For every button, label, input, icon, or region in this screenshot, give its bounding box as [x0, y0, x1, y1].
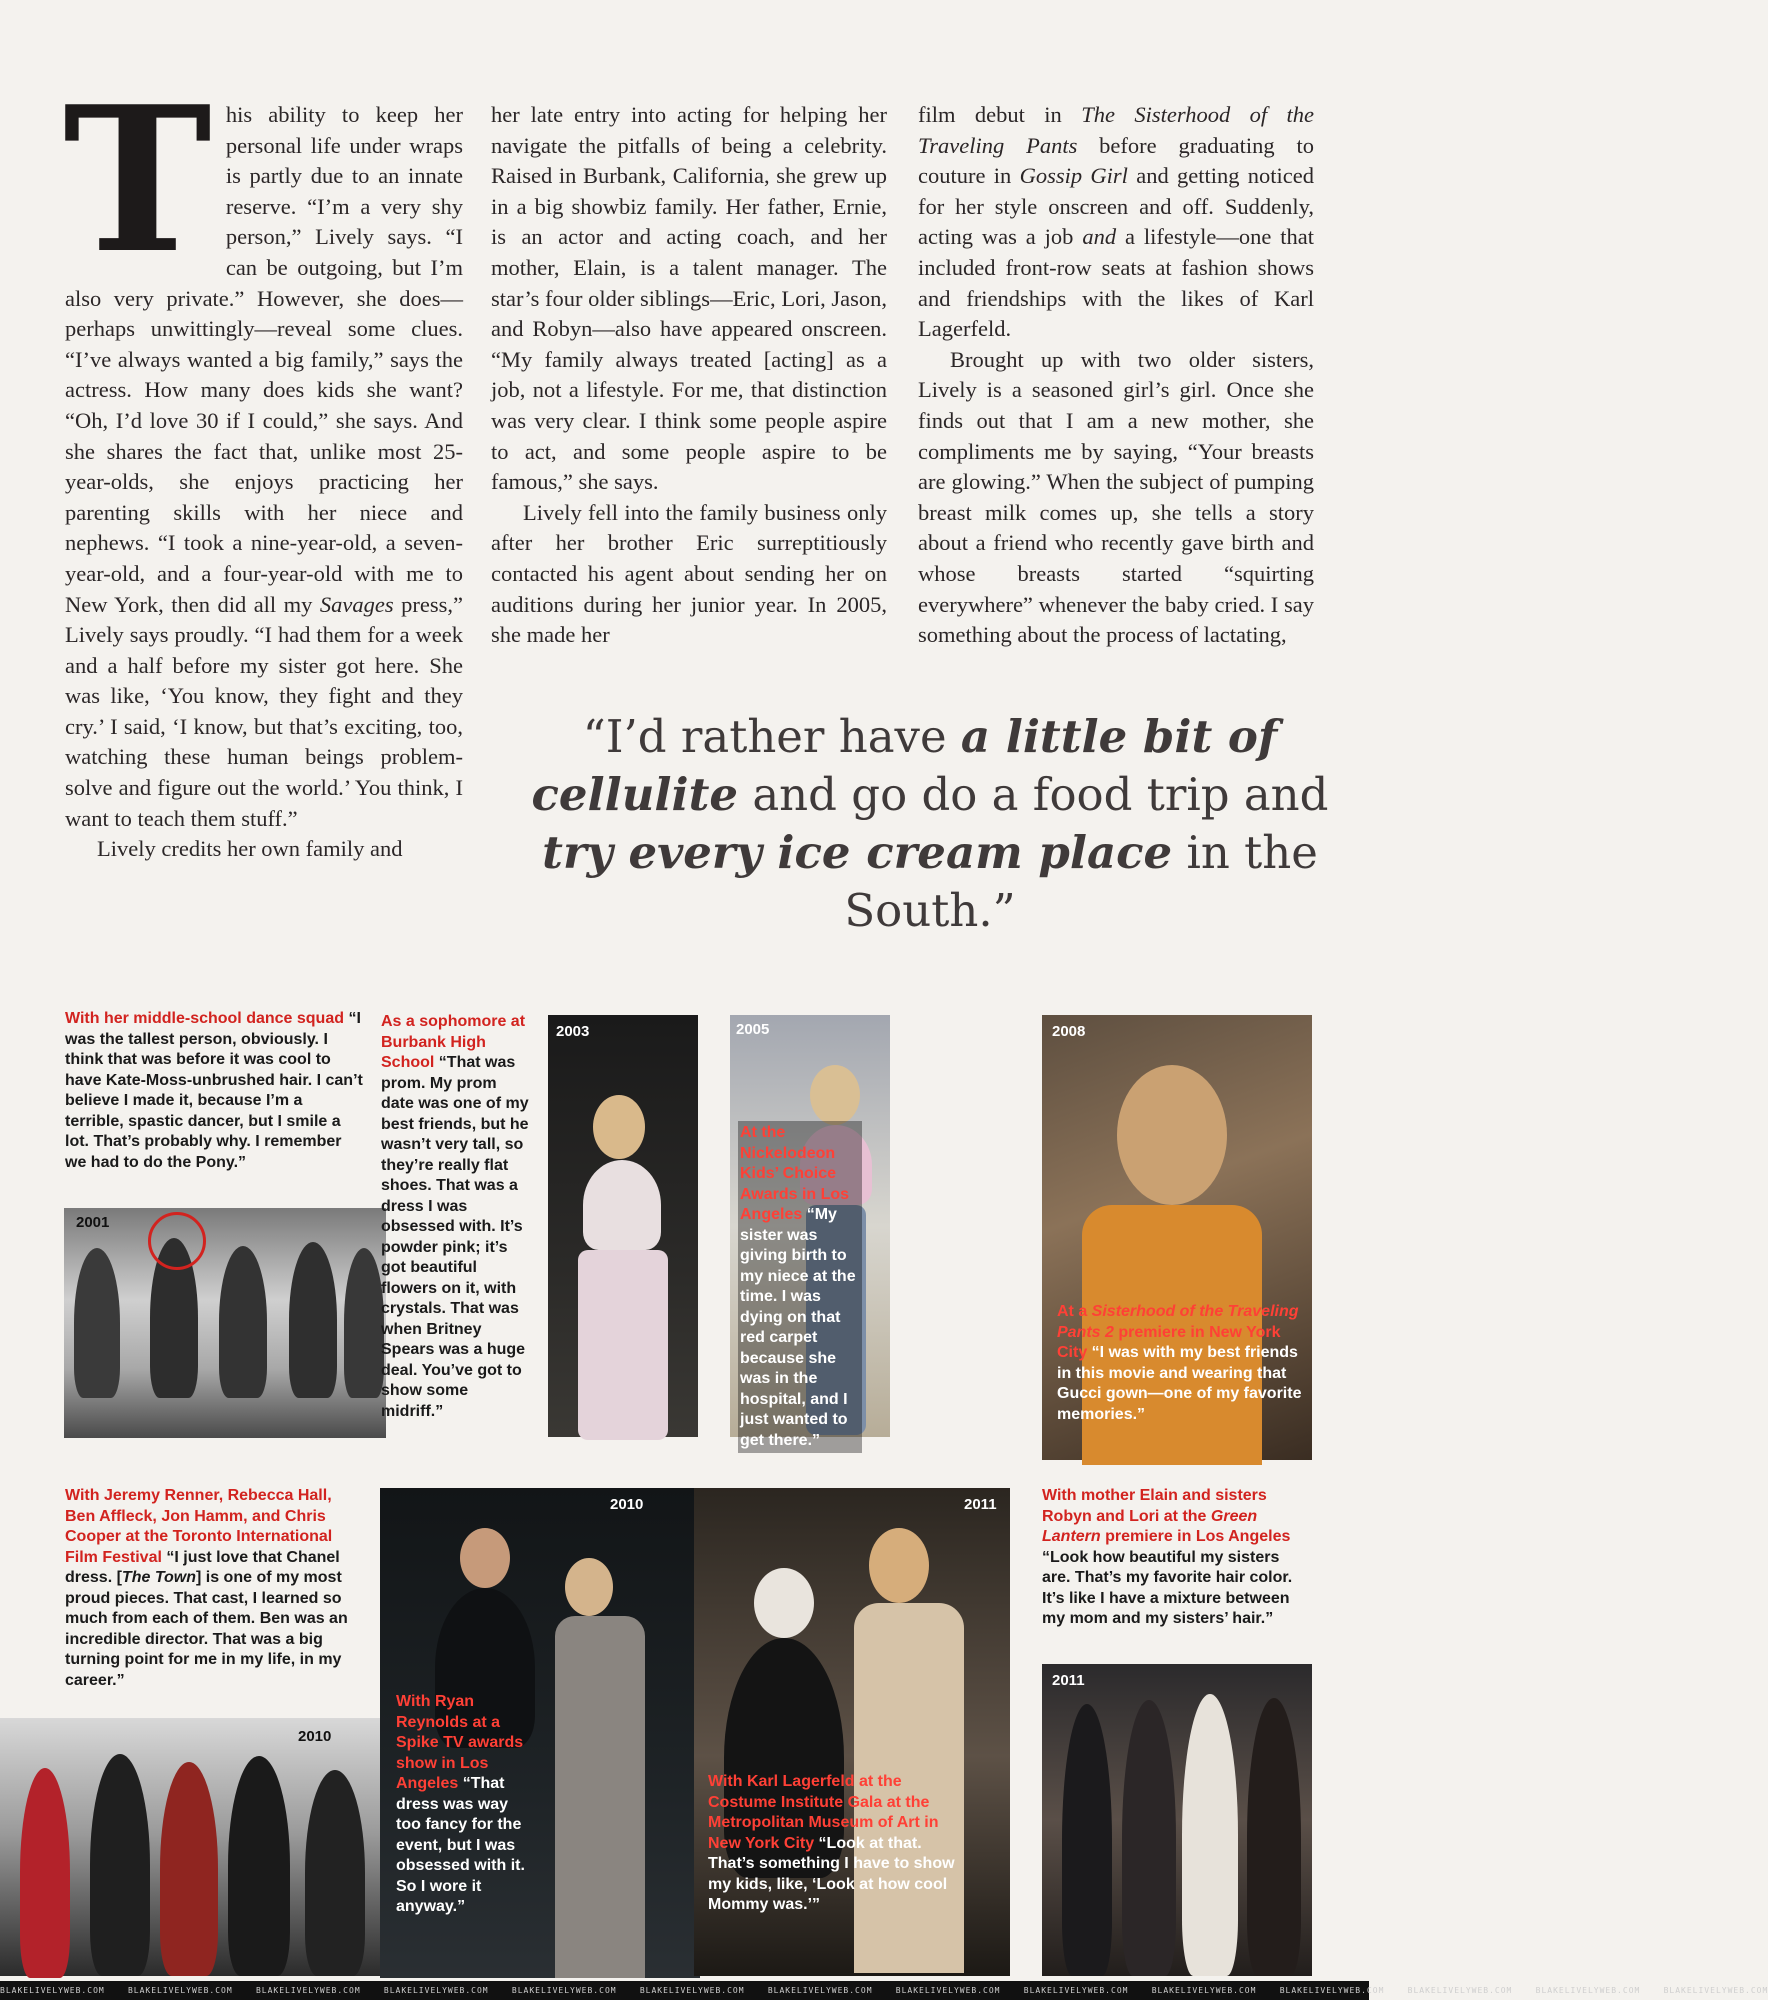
- article-paragraph: Lively fell into the family business only after her brother Eric surreptitiously contacted his agent about sending her on auditions during her junior year. In 2005, she made her: [491, 499, 887, 648]
- article-column-3: [918, 100, 1314, 651]
- highlight-circle: [148, 1212, 206, 1270]
- watermark-text: BLAKELIVELYWEB.COM: [255, 1986, 361, 1995]
- caption-heading: At the Nickelodeon Kids’ Choice Awards in Los Angeles: [740, 1124, 850, 1223]
- year-label: 2010: [610, 1496, 644, 1513]
- person-figure: [90, 1754, 150, 1976]
- person-figure: [1122, 1700, 1176, 1976]
- watermark-strip: [0, 1981, 1768, 2000]
- caption-heading: With her middle-school dance squad: [65, 1010, 344, 1027]
- pull-quote-emphasis: try every ice cream place: [542, 826, 1173, 879]
- dancer-figure: [219, 1246, 267, 1398]
- caption-heading: At a: [1057, 1303, 1092, 1320]
- article-paragraph: Brought up with two older sisters, Lively is a seasoned girl’s girl. Once she finds out that I am a new mother, she compliments me by saying, “Your breasts are glowing.” When the subject of pumping breast milk comes up, she tells a story about a friend who recently gave birth and whose breasts started “squirting everywhere” whenever the baby cried. I say something about the process of lactating,: [918, 346, 1314, 648]
- watermark-text: BLAKELIVELYWEB.COM: [767, 1986, 873, 1995]
- pull-quote-text: and go do a food trip and: [738, 768, 1329, 821]
- caption-2003: [381, 1012, 531, 1422]
- article-text: press,” Lively says proudly. “I had them for a week and a half before my sister got here. She was like, ‘You know, they fight and they cry.’ I said, ‘I know, but that’s exciting, too, watching these human beings problem-solve and figure out the world.’ You think, I want to teach them stuff.”: [65, 591, 463, 831]
- pull-quote: [530, 708, 1330, 940]
- caption-2008: [1057, 1302, 1307, 1425]
- person-head: [869, 1528, 929, 1603]
- photo-2001-dance-squad: [64, 1208, 386, 1438]
- person-figure: [160, 1762, 218, 1976]
- caption-quote: “I just love that Chanel dress. [: [65, 1548, 340, 1586]
- year-label: 2005: [736, 1021, 770, 1038]
- caption-quote: ] is one of my most proud pieces. That cast, I learned so much from each of them. Ben was an incredible director. That was a big turning point for me in my life, in my career.”: [65, 1569, 348, 1689]
- article-paragraph: Lively credits her own family and: [97, 836, 403, 862]
- article-paragraph: [918, 100, 1314, 345]
- year-label: 2008: [1052, 1023, 1086, 1040]
- caption-quote: “That dress was way too fancy for the event, but I was obsessed with it. So I wore it anyway.”: [396, 1775, 525, 1915]
- caption-heading: With Jeremy Renner, Rebecca Hall, Ben Affleck, Jon Hamm, and Chris Cooper at the Toronto International Film Festival: [65, 1487, 333, 1566]
- watermark-text: BLAKELIVELYWEB.COM: [639, 1986, 745, 1995]
- caption-2001: [65, 1009, 365, 1173]
- person-gown: [555, 1616, 645, 1978]
- article-italic: The Sisterhood of the Traveling Pants: [918, 102, 1314, 158]
- article-text: a lifestyle—one that included front-row seats at fashion shows and friendships with the likes of Karl Lagerfeld.: [918, 224, 1314, 342]
- caption-quote: “I was the tallest person, obviously. I think that was before it was cool to have Kate-Moss-unbrushed hair. I can’t believe I made it, because I’m a terrible, spastic dancer, but I smile a lot. That’s probably why. I remember we had to do the Pony.”: [65, 1010, 363, 1171]
- caption-2010-spike: [396, 1692, 536, 1918]
- person-head: [460, 1528, 510, 1588]
- watermark-text: BLAKELIVELYWEB.COM: [0, 1986, 105, 1995]
- watermark-text: BLAKELIVELYWEB.COM: [1279, 1986, 1385, 1995]
- article-text: and getting noticed for her style onscreen and off. Suddenly, acting was a job: [918, 163, 1315, 250]
- caption-2011-green-lantern: [1042, 1486, 1312, 1630]
- person-head: [754, 1568, 814, 1638]
- caption-heading: With Karl Lagerfeld at the Costume Institute Gala at the Metropolitan Museum of Art in New York City: [708, 1773, 939, 1852]
- year-label: 2001: [76, 1214, 110, 1231]
- article-text: his ability to keep her personal life under wraps is partly due to an innate reserve. “I’m a very shy person,” Lively says. “I can be outgoing, but I’m also very private.” However, she does—perhaps unwittingly—reveal some clues. “I’ve always wanted a big family,” says the actress. How many does kids she want? “Oh, I’d love 30 if I could,” she says. And she shares the fact that, unlike most 25-year-olds, she enjoys practicing her parenting skills with her niece and nephews. “I took a nine-year-old, a seven-year-old, and a four-year-old with me to New York, then did all my: [65, 102, 463, 617]
- caption-heading: As a sophomore at Burbank High School: [381, 1013, 526, 1071]
- person-figure: [228, 1756, 290, 1976]
- article-italic: and: [1082, 224, 1117, 250]
- pull-quote-emphasis: a little bit of cellulite: [531, 710, 1278, 821]
- person-head: [810, 1065, 860, 1125]
- watermark-text: BLAKELIVELYWEB.COM: [1407, 1986, 1513, 1995]
- person-head: [593, 1095, 645, 1159]
- watermark-text: BLAKELIVELYWEB.COM: [511, 1986, 617, 1995]
- article-column-1: [63, 63, 463, 865]
- person-figure: [1182, 1694, 1238, 1976]
- article-text: before graduating to couture in: [918, 132, 1314, 189]
- caption-quote: “That was prom. My prom date was one of my best friends, but he wasn’t very tall, so they’re really flat shoes. That was a dress I was obsessed with. It’s powder pink; it’s got beautiful flowers on it, with crystals. That was when Britney Spears was a huge deal. You’ve got to show some midriff.”: [381, 1054, 529, 1420]
- person-figure: [20, 1768, 70, 1978]
- drop-cap: T: [63, 63, 212, 298]
- person-head: [1117, 1065, 1227, 1205]
- person-head: [565, 1558, 613, 1616]
- year-label: 2003: [556, 1023, 590, 1040]
- person-top: [583, 1160, 661, 1250]
- dancer-figure: [289, 1242, 337, 1398]
- watermark-text: BLAKELIVELYWEB.COM: [1151, 1986, 1257, 1995]
- caption-2010-tiff: [65, 1486, 365, 1691]
- pull-quote-text: “I’d rather have: [582, 710, 961, 763]
- caption-quote: “My sister was giving birth to my niece at the time. I was dying on that red carpet because she was in the hospital, and I just wanted to get there.”: [740, 1206, 856, 1449]
- year-label: 2010: [298, 1728, 332, 1745]
- watermark-text: BLAKELIVELYWEB.COM: [1663, 1986, 1768, 1995]
- article-paragraph: [63, 63, 463, 834]
- caption-2011-met: [708, 1772, 970, 1916]
- caption-quote: “Look how beautiful my sisters are. That’s my favorite hair color. It’s like I have a mixture between my mom and my sisters’ hair.”: [1042, 1548, 1293, 1627]
- pull-quote-text: in the South.”: [844, 826, 1318, 937]
- caption-heading: premiere in Los Angeles: [1100, 1528, 1291, 1545]
- person-skirt: [578, 1250, 668, 1440]
- year-label: 2011: [964, 1496, 997, 1513]
- dancer-figure: [344, 1248, 384, 1398]
- watermark-text: BLAKELIVELYWEB.COM: [1535, 1986, 1641, 1995]
- person-figure: [1062, 1704, 1112, 1976]
- caption-heading-italic: Sisterhood of the Traveling Pants 2: [1057, 1303, 1299, 1341]
- caption-quote-italic: The Town: [121, 1569, 196, 1586]
- watermark-text: BLAKELIVELYWEB.COM: [1023, 1986, 1129, 1995]
- person-figure: [1247, 1698, 1301, 1976]
- caption-heading: With Ryan Reynolds at a Spike TV awards show in Los Angeles: [396, 1693, 524, 1792]
- year-label: 2011: [1052, 1672, 1085, 1689]
- caption-quote: “I was with my best friends in this movie and wearing that Gucci gown—one of my favorite memories.”: [1057, 1344, 1302, 1423]
- article-column-2: [491, 100, 887, 651]
- photo-2010-tiff-cast: [0, 1718, 385, 1976]
- caption-heading-italic: Green Lantern: [1042, 1507, 1258, 1545]
- caption-2005: [738, 1121, 862, 1453]
- article-italic: Savages: [319, 591, 394, 617]
- article-text: film debut in: [918, 102, 1082, 127]
- watermark-text: BLAKELIVELYWEB.COM: [127, 1986, 233, 1995]
- watermark-text: BLAKELIVELYWEB.COM: [383, 1986, 489, 1995]
- photo-2003-prom: [548, 1015, 698, 1437]
- watermark-text: BLAKELIVELYWEB.COM: [895, 1986, 1001, 1995]
- photo-2011-green-lantern-premiere: [1042, 1664, 1312, 1976]
- caption-heading: With mother Elain and sisters Robyn and Lori at the: [1042, 1487, 1267, 1525]
- person-figure: [305, 1770, 365, 1976]
- caption-heading: premiere in New York City: [1057, 1323, 1281, 1361]
- caption-quote: “Look at that. That’s something I have to show my kids, like, ‘Look at how cool Mommy was.’”: [708, 1834, 955, 1913]
- dancer-figure: [74, 1248, 120, 1398]
- article-paragraph: her late entry into acting for helping her navigate the pitfalls of being a celebrity. Raised in Burbank, California, she grew up in a big showbiz family. Her father, Ernie, is an actor and acting coach, and her mother, Elain, is a talent manager. The star’s four older siblings—Eric, Lori, Jason, and Robyn—also have appeared onscreen. “My family always treated [acting] as a job, not a lifestyle. For me, that distinction was very clear. I think some people aspire to act, and some people aspire to be famous,” she says.: [491, 102, 887, 495]
- article-italic: Gossip Girl: [1019, 163, 1128, 189]
